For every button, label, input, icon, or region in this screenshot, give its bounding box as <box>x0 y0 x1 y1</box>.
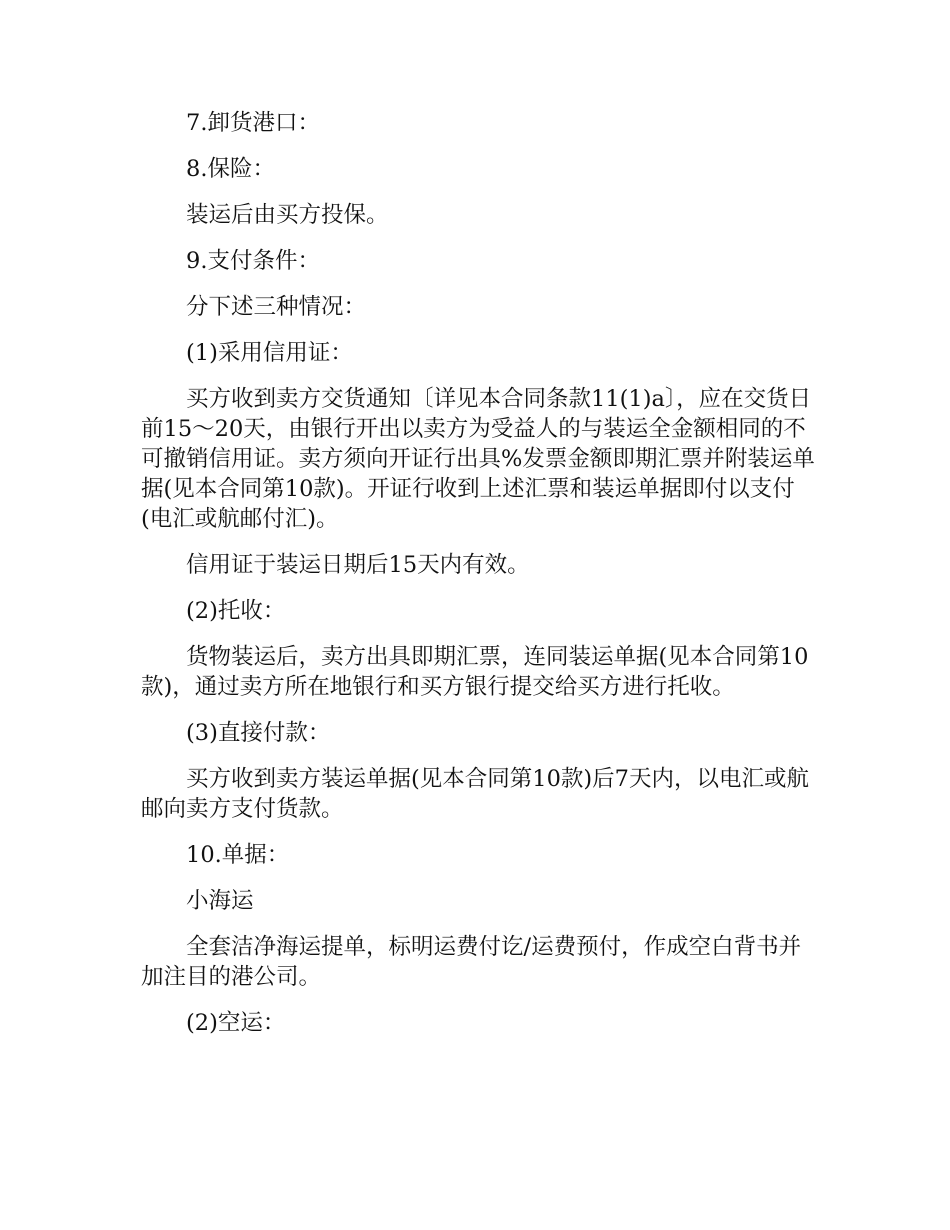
document-page <box>141 108 817 1038</box>
clause-insurance-text: 装运后由买方投保。 <box>186 202 389 228</box>
clause-letter-of-credit-text: 买方收到卖方交货通知〔详见本合同条款11(1)a〕，应在交货日前15～20天，由银行开出以卖方为受益人的与装运全金额相同的不可撤销信用证。卖方须向开证行出具%发票金额即期汇票并附装运单据(见本合同第10款)。开证行收到上述汇票和装运单据即付以支付(电汇或航邮付汇)。 <box>141 386 815 532</box>
clause-sea-transport-heading: 小海运 <box>186 888 254 914</box>
clause-sea-transport-text: 全套洁净海运提单，标明运费付讫/运费预付，作成空白背书并加注目的港公司。 <box>141 934 802 990</box>
clause-collection-heading: (2)托收： <box>186 598 286 624</box>
clause-documents-heading: 10.单据： <box>186 842 290 868</box>
clause-payment-intro: 分下述三种情况： <box>186 294 367 320</box>
clause-collection-text: 货物装运后，卖方出具即期汇票，连同装运单据(见本合同第10款)，通过卖方所在地银行和买方银行提交给买方进行托收。 <box>141 644 809 700</box>
clause-direct-payment-heading: (3)直接付款： <box>186 720 331 746</box>
clause-payment-heading: 9.支付条件： <box>186 248 320 274</box>
clause-unloading-port: 7.卸货港口： <box>186 110 320 136</box>
clause-insurance-heading: 8.保险： <box>186 156 275 182</box>
clause-letter-of-credit-heading: (1)采用信用证： <box>186 340 353 366</box>
clause-letter-of-credit-validity: 信用证于装运日期后15天内有效。 <box>186 552 530 578</box>
clause-direct-payment-text: 买方收到卖方装运单据(见本合同第10款)后7天内，以电汇或航邮向卖方支付货款。 <box>141 766 810 822</box>
clause-air-transport-heading: (2)空运： <box>186 1010 286 1036</box>
